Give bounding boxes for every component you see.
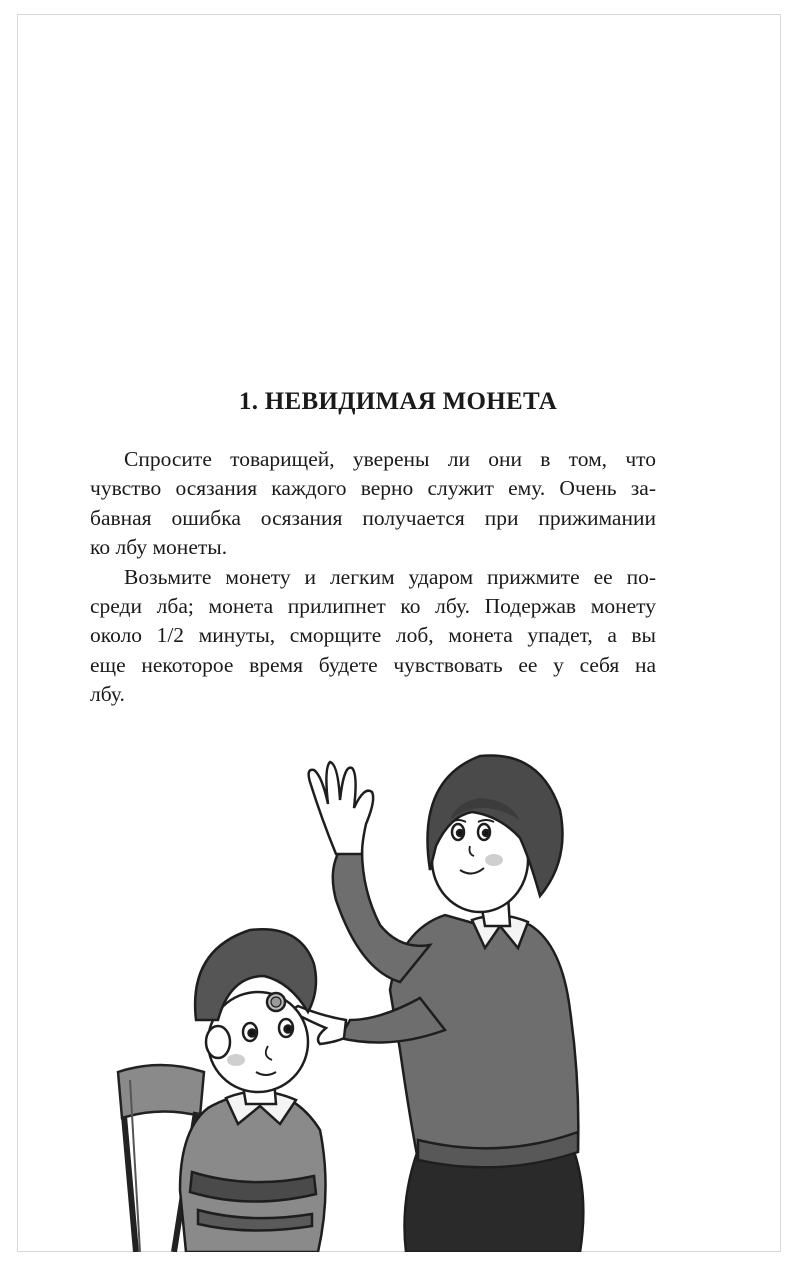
paragraph-line: бавная ошибка осязания получается при прижимании: [90, 505, 656, 530]
woman-and-boy-illustration: [100, 720, 600, 1252]
paragraph-line: Возьмите монету и легким ударом прижмите ее по-: [124, 564, 656, 589]
text-body: [90, 445, 656, 710]
paragraph-2: [90, 563, 656, 710]
paragraph-line: лбу.: [90, 682, 125, 707]
paragraph-line: чувство осязания каждого верно служит ему. Очень за-: [90, 476, 656, 501]
paragraph-line: еще некоторое время будете чувствовать ее у себя на: [90, 652, 656, 677]
woman-figure: [294, 755, 583, 1252]
paragraph-line: Спросите товарищей, уверены ли они в том, что: [124, 447, 656, 471]
chapter-title: 1. НЕВИДИМАЯ МОНЕТА: [238, 388, 558, 415]
paragraph-1: [90, 445, 656, 563]
paragraph-line: ко лбу монеты.: [90, 535, 228, 560]
paragraph-line: среди лба; монета прилипнет ко лбу. Подержав монету: [90, 594, 656, 619]
paragraph-line: около 1/2 минуты, сморщите лоб, монета упадет, а вы: [90, 623, 656, 648]
